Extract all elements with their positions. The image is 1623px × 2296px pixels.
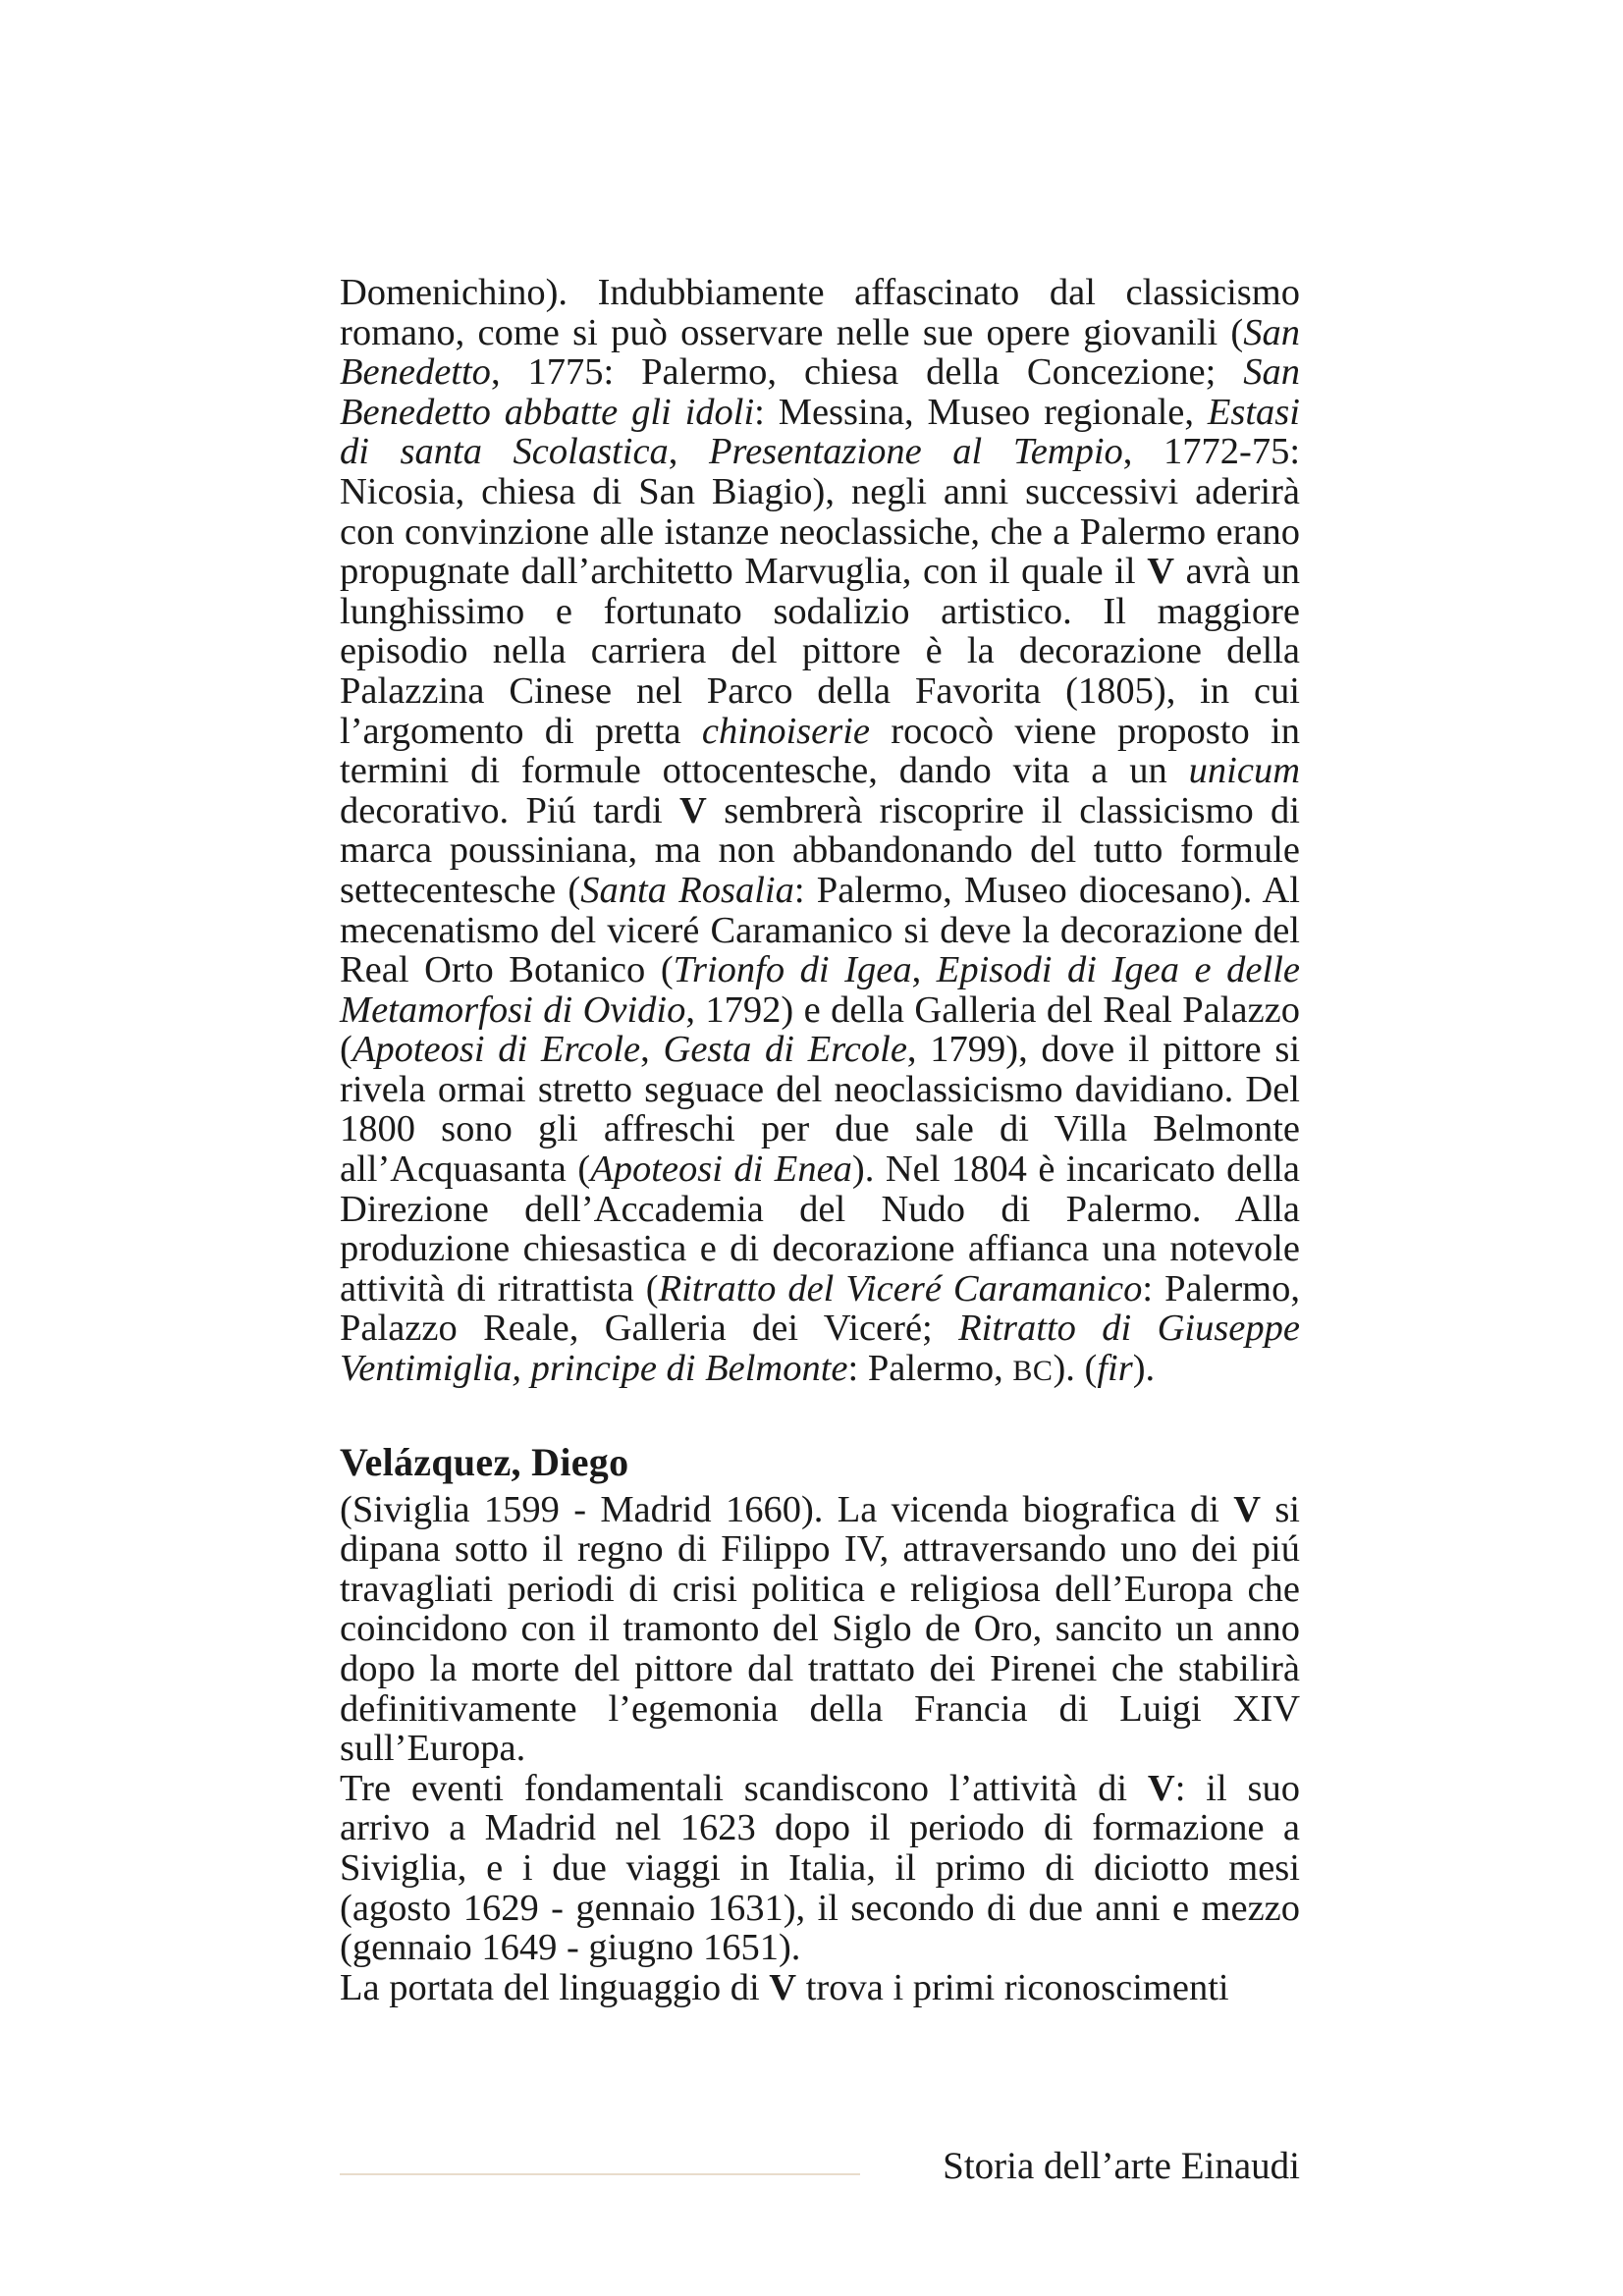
bold-text: V: [769, 1966, 797, 2008]
italic-text: Trionfo di Igea: [673, 949, 912, 991]
italic-text: Apoteosi di Ercole: [352, 1029, 641, 1071]
paragraph-entry-1: [340, 1490, 1300, 1769]
text-run: : Palermo, Museo diocesano). Al mecenatismo del viceré Caramanico si deve la decorazione del Real Orto Botanico (: [340, 869, 1301, 991]
text-run: ). Nel 1804 è incaricato della Direzione dell’Accademia del Nudo di Palermo. Alla produzione chiesastica e di decorazione affianca una notevole attività di ritrattista (: [340, 1148, 1300, 1309]
page-footer: [340, 2145, 1300, 2188]
small-caps-text: BC: [1012, 1355, 1054, 1388]
italic-text: unicum: [1188, 750, 1300, 792]
bold-text: V: [1147, 551, 1175, 593]
italic-text: San Benedetto abbatte gli idoli: [340, 351, 1300, 433]
text-run: decorativo. Piú tardi: [340, 789, 680, 831]
italic-text: San Benedetto: [340, 311, 1300, 394]
text-run: : Palermo,: [847, 1348, 1013, 1390]
italic-text: Ritratto del Viceré Caramanico: [658, 1267, 1143, 1309]
text-run: , 1792) e della Galleria del Real Palazzo (: [340, 988, 1300, 1071]
paragraph-continued-entry: [340, 273, 1300, 1392]
text-run: ). (: [1053, 1348, 1098, 1390]
italic-text: Gesta di Ercole: [663, 1029, 907, 1071]
italic-text: Santa Rosalia: [580, 869, 794, 911]
footer-rule: [340, 2173, 860, 2175]
text-run: La portata del linguaggio di: [340, 1966, 770, 2008]
bold-text: V: [679, 789, 707, 831]
text-run: (Siviglia 1599 - Madrid 1660). La vicenda biografica di: [340, 1488, 1234, 1530]
text-run: Domenichino). Indubbiamente affascinato dal classicismo romano, come si può osservare nelle sue opere giovanili (: [340, 272, 1300, 353]
page-body: [340, 273, 1300, 2007]
italic-text: Apoteosi di Enea: [590, 1148, 852, 1191]
italic-text: chinoiserie: [701, 710, 870, 752]
footer-publisher: Storia dell’arte Einaudi: [943, 2145, 1300, 2187]
italic-text: Estasi di santa Scolastica: [340, 391, 1300, 473]
paragraph-entry-2: [340, 1769, 1300, 1968]
text-run: ,: [640, 1029, 664, 1071]
text-run: rococò viene proposto in termini di formule ottocentesche, dando vita a un: [340, 710, 1300, 792]
text-run: : Palermo, Palazzo Reale, Galleria dei Viceré;: [340, 1267, 1300, 1350]
text-run: : il suo arrivo a Madrid nel 1623 dopo il periodo di formazione a Siviglia, e i due viaggi in Italia, il primo di diciotto mesi (agosto 1629 - gennaio 1631), il secondo di due anni e mezzo (gennaio 1649 - giugno 1651).: [340, 1767, 1301, 1969]
entry-title: Velázquez, Diego: [340, 1439, 629, 1484]
text-run: : Messina, Museo regionale,: [754, 391, 1208, 433]
text-run: ,: [668, 431, 710, 473]
text-run: trova i primi riconoscimenti: [796, 1966, 1229, 2008]
italic-text: Presentazione al Tempio: [709, 431, 1123, 473]
bold-text: V: [1147, 1767, 1175, 1809]
paragraph-entry-3: [340, 1968, 1300, 2008]
text-run: ,: [911, 949, 937, 991]
italic-text: fir: [1097, 1348, 1133, 1390]
text-run: , 1772-75: Nicosia, chiesa di San Biagio), negli anni successivi aderirà con convinzione alle istanze neoclassiche, che a Palermo erano propugnate dall’architetto Marvuglia, con il quale il: [340, 431, 1301, 593]
text-run: sembrerà riscoprire il classicismo di marca poussiniana, ma non abbandonando del tutto formule settecentesche (: [340, 789, 1300, 911]
text-run: avrà un lunghissimo e fortunato sodalizio artistico. Il maggiore episodio nella carriera del pittore è la decorazione della Palazzina Cinese nel Parco della Favorita (1805), in cui l’argomento di pretta: [340, 551, 1300, 752]
text-run: Tre eventi fondamentali scandiscono l’attività di: [340, 1767, 1148, 1809]
text-run: , 1775: Palermo, chiesa della Concezione;: [490, 351, 1244, 394]
bold-text: V: [1233, 1488, 1262, 1530]
italic-text: Ritratto di Giuseppe Ventimiglia, principe di Belmonte: [340, 1308, 1300, 1390]
text-run: ).: [1132, 1348, 1156, 1390]
text-run: si dipana sotto il regno di Filippo IV, attraversando uno dei piú travagliati periodi di crisi politica e religiosa dell’Europa che coincidono con il tramonto del Siglo de Oro, sancito un anno dopo la morte del pittore dal trattato dei Pirenei che stabilirà definitivamente l’egemonia della Francia di Luigi XIV sull’Europa.: [340, 1488, 1300, 1770]
text-run: , 1799), dove il pittore si rivela ormai stretto seguace del neoclassicismo davidiano. Del 1800 sono gli affreschi per due sale di Villa Belmonte all’Acquasanta (: [340, 1029, 1301, 1191]
italic-text: Episodi di Igea e delle Metamorfosi di Ovidio: [340, 949, 1300, 1031]
